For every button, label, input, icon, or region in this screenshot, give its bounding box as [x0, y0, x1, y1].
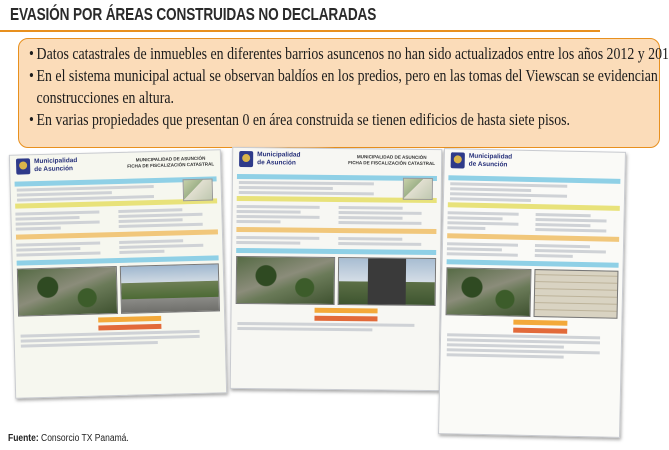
form-row	[448, 211, 519, 215]
headline-rule	[0, 30, 600, 32]
form-row	[15, 210, 99, 215]
form-row	[118, 213, 202, 218]
form-row	[536, 218, 607, 222]
form-row	[535, 228, 606, 232]
form-row	[118, 208, 182, 213]
form-title: MUNICIPALIDAD DE ASUNCIÓN FICHA DE FISCALIZACIÓN CATASTRAL	[348, 154, 436, 167]
form-row	[450, 197, 531, 202]
form-row	[239, 186, 333, 190]
tax-difference-band	[315, 316, 377, 322]
form-row	[447, 353, 564, 358]
form-row	[236, 241, 300, 245]
construction-diagram	[533, 269, 618, 319]
form-row	[447, 226, 485, 230]
form-row	[339, 211, 422, 215]
section-construction	[236, 227, 436, 234]
municipality-name: Municipalidad de Asunción	[468, 152, 513, 168]
cadastral-form-2	[230, 147, 443, 391]
cadastral-form-1	[9, 149, 227, 398]
aerial-photo	[17, 266, 118, 317]
form-columns	[15, 205, 218, 232]
form-row	[237, 210, 301, 214]
source-credit	[8, 433, 129, 444]
municipal-seal-icon	[239, 151, 253, 167]
form-row	[450, 187, 531, 192]
aerial-photo	[446, 267, 531, 317]
form-row	[119, 244, 203, 249]
form-row	[16, 251, 100, 256]
form-columns	[447, 209, 619, 235]
form-header	[233, 148, 441, 174]
location-map	[403, 178, 433, 200]
form-row	[119, 239, 183, 244]
form-row	[236, 236, 319, 240]
form-row	[119, 218, 183, 223]
municipality-name: Municipalidad de Asunción	[33, 157, 78, 173]
form-row	[119, 223, 203, 228]
form-row	[119, 250, 164, 254]
form-row	[239, 191, 374, 195]
key-point-2-continued-text: construcciones en altura.	[36, 88, 174, 107]
tax-difference-band	[98, 316, 161, 323]
key-points-list	[29, 43, 669, 131]
form-row	[338, 237, 402, 241]
form-row	[338, 242, 421, 246]
form-row	[16, 220, 100, 225]
street-view-photo	[119, 263, 220, 314]
form-row	[535, 244, 590, 248]
form-row	[447, 252, 518, 256]
source-label: Fuente:	[8, 433, 39, 444]
location-map	[183, 178, 214, 201]
form-title: MUNICIPALIDAD DE ASUNCIÓN FICHA DE FISCALIZACIÓN CATASTRAL	[127, 155, 215, 169]
key-point-2: • En el sistema municipal actual se observan baldíos en los predios, pero en las tomas del Viewscan se evidencian	[29, 66, 658, 85]
form-row	[338, 221, 421, 225]
form-row	[447, 247, 502, 251]
headline: EVASIÓN POR ÁREAS CONSTRUIDAS NO DECLARADAS	[10, 4, 377, 24]
key-point-3-text: En varias propiedades que presentan 0 en área construida se tienen edificios de hasta siete pisos.	[36, 110, 570, 129]
key-point-1: • Datos catastrales de inmuebles en diferentes barrios asuncenos no han sido actualizados entre los años 2012 y 201	[29, 44, 669, 63]
comparison-photos	[17, 263, 220, 316]
key-points-box	[18, 38, 669, 148]
form-row	[16, 226, 61, 230]
key-point-2-text: En el sistema municipal actual se observan baldíos en los predios, pero en las tomas del Viewscan se evidencian	[36, 66, 658, 85]
tax-difference-band	[98, 324, 161, 331]
key-point-1-text: Datos catastrales de inmuebles en diferentes barrios asuncenos no han sido actualizados entre los años 2012 y 201	[36, 44, 669, 63]
form-columns	[236, 203, 436, 227]
form-row	[448, 216, 503, 220]
cadastral-form-3	[438, 148, 626, 438]
section-comparison	[447, 259, 619, 268]
municipal-seal-icon	[16, 158, 30, 174]
form-header	[10, 150, 221, 179]
section-comparison	[236, 248, 436, 255]
form-row	[339, 206, 403, 210]
form-row	[535, 249, 606, 253]
tax-difference-band	[513, 320, 567, 326]
form-row	[237, 215, 320, 219]
form-columns	[236, 234, 436, 248]
form-row	[535, 223, 590, 227]
comparison-photos	[236, 256, 436, 306]
aerial-photo	[236, 256, 335, 305]
form-row	[447, 242, 518, 246]
form-row	[236, 220, 280, 223]
form-row	[16, 241, 100, 246]
key-point-2-continued	[29, 87, 550, 109]
form-row	[239, 181, 374, 185]
form-header	[444, 149, 624, 177]
form-row	[339, 216, 403, 220]
municipality-name: Municipalidad de Asunción	[257, 151, 301, 167]
comparison-photos	[446, 267, 619, 319]
form-row	[535, 254, 573, 258]
form-columns	[447, 240, 619, 261]
street-view-photo	[337, 257, 436, 306]
source-text: Consorcio TX Panamá.	[41, 433, 129, 444]
form-row	[15, 216, 79, 221]
form-row	[447, 221, 518, 225]
municipal-seal-icon	[451, 152, 465, 168]
form-row	[16, 247, 80, 252]
tax-difference-band	[315, 308, 377, 314]
key-point-3: • En varias propiedades que presentan 0 en área construida se tienen edificios de hasta siete pisos.	[29, 110, 570, 129]
form-row	[536, 213, 591, 217]
form-row	[237, 205, 320, 209]
form-row	[237, 327, 372, 331]
tax-difference-band	[513, 328, 567, 334]
form-row	[237, 322, 414, 327]
